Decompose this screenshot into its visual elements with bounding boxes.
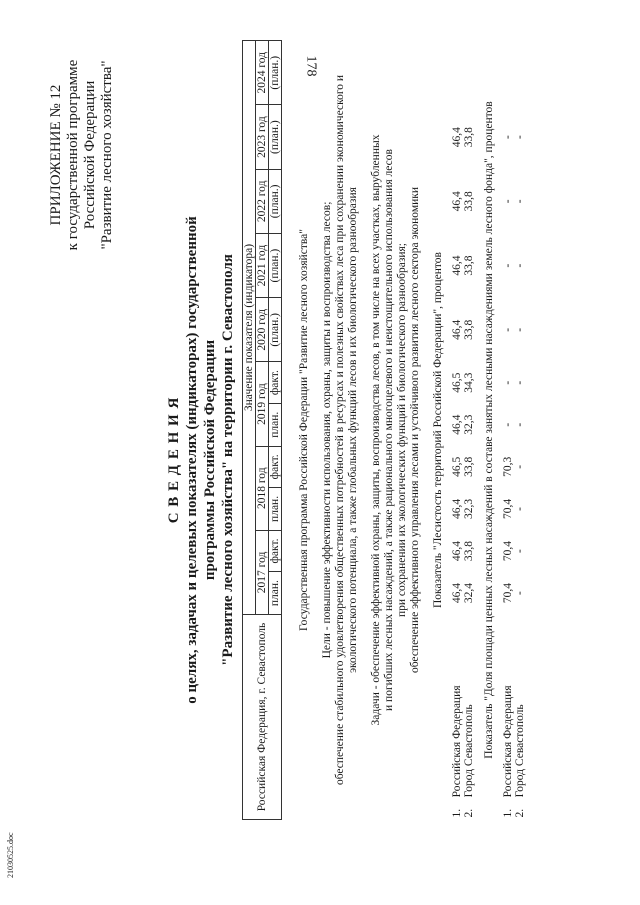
value-cell: 46,4	[451, 255, 463, 276]
year-header: 2018 год	[256, 446, 269, 530]
value-cell: -	[502, 199, 514, 204]
plan-header: план.	[269, 572, 282, 615]
plan-header: (план.)	[269, 41, 282, 106]
goal-line: экологического потенциала, а также глобальных функций лесов и их биологического разнообразия	[347, 187, 359, 673]
file-code: 21030525.doc	[6, 832, 15, 878]
value-cell: 46,4	[451, 498, 463, 519]
table-row	[514, 41, 526, 820]
value-cell: -	[514, 199, 526, 204]
value-cell: 46,4	[451, 127, 463, 148]
appendix-line: к государственной программе	[65, 59, 81, 251]
value-cell: -	[514, 422, 526, 427]
fact-header: факт.	[269, 530, 282, 571]
plan-header: (план.)	[269, 105, 282, 169]
value-cell: 33,8	[463, 191, 475, 212]
table-row	[502, 41, 514, 820]
value-cell: -	[514, 507, 526, 511]
tasks-line: обеспечение эффективного управления лесами и устойчивого развития лесного сектора экономики	[409, 187, 421, 674]
fact-header: факт.	[269, 362, 282, 403]
value-cell: 46,5	[451, 456, 463, 477]
value-cell: 70,4	[502, 583, 514, 604]
value-cell: 33,8	[463, 456, 475, 477]
value-cell: -	[502, 380, 514, 385]
value-cell: 70,4	[502, 498, 514, 519]
title-line: "Развитие лесного хозяйства" на территории г. Севастополя	[220, 254, 236, 666]
row-number: 1.	[451, 808, 463, 818]
value-cell: -	[502, 327, 514, 332]
tasks-line: при сохранении их экологических функций и биологического разнообразия;	[396, 242, 408, 618]
value-cell: 33,8	[463, 540, 475, 562]
value-cell: -	[514, 135, 526, 140]
value-cell: 70,3	[502, 456, 514, 477]
region-name: Российская Федерация	[502, 685, 514, 798]
goal-line: обеспечение стабильного удовлетворения общественных потребностей в ресурсах и полезных свойствах леса при сохранении экономического и	[334, 74, 346, 786]
value-cell: -	[514, 464, 526, 469]
page-number: 178	[303, 55, 319, 77]
value-cell: 46,4	[451, 319, 463, 340]
region-cell	[514, 615, 526, 820]
indicator-title: Показатель "Лесистость территорий Российской Федерации", процентов	[432, 252, 444, 609]
value-cell	[451, 41, 463, 106]
year-header: 2021 год	[256, 233, 269, 297]
value-cell: -	[514, 549, 526, 553]
year-header: 2023 год	[256, 105, 269, 169]
tasks-line: Задачи - обеспечение эффективной охраны, защиты, воспроизводства лесов, в том числе на всех участках, вырубленных	[370, 134, 382, 726]
year-header: 2022 год	[256, 169, 269, 233]
plan-header: план.	[269, 403, 282, 446]
indicator-title: Показатель "Доля площади ценных лесных насаждений в составе занятых лесными насаждениями земель лесного фонда", процентов	[483, 101, 495, 759]
value-cell	[514, 41, 526, 106]
region-column-header: Российская Федерация, г. Севастополь	[243, 615, 282, 820]
title-line: С В Е Д Е Н И Я	[166, 396, 182, 524]
rotated-document	[40, 20, 600, 880]
value-cell: 46,4	[451, 414, 463, 435]
region-name: Российская Федерация	[451, 685, 463, 798]
table-row	[463, 41, 475, 820]
value-cell	[463, 41, 475, 106]
value-cell: 33,8	[463, 255, 475, 276]
appendix-line: "Развитие лесного хозяйства"	[99, 60, 115, 250]
tasks-line: и погибших лесных насаждений, а также рационального многоцелевого и неистощительного использования лесов	[383, 149, 395, 711]
value-cell: 46,4	[451, 583, 463, 604]
indicators-table	[242, 40, 526, 820]
value-cell: -	[502, 422, 514, 427]
value-cell: -	[514, 591, 526, 596]
plan-header: (план.)	[269, 298, 282, 362]
goal-line: Цели - повышение эффективности использования, охраны, защиты и воспроизводства лесов;	[321, 201, 333, 659]
appendix-line: Российской Федерации	[82, 80, 98, 230]
value-cell: 70,4	[502, 540, 514, 562]
year-header: 2024 год	[256, 41, 269, 106]
value-cell: 46,4	[451, 191, 463, 212]
value-cell: 33,8	[463, 127, 475, 148]
region-cell	[451, 615, 463, 820]
year-header: 2019 год	[256, 362, 269, 446]
value-cell: 33,8	[463, 319, 475, 340]
year-header: 2020 год	[256, 298, 269, 362]
value-cell: -	[514, 327, 526, 332]
value-cell: 32,3	[463, 414, 475, 435]
year-header: 2017 год	[256, 530, 269, 614]
value-cell: -	[514, 263, 526, 268]
region-cell	[502, 615, 514, 820]
value-cell: -	[502, 135, 514, 140]
value-cell: 32,3	[463, 498, 475, 519]
title-line: о целях, задачах и целевых показателях (индикаторах) государственной программы Российской Федерации	[184, 216, 218, 704]
value-group-header: Значение показателя (индикатора)	[243, 41, 256, 615]
value-cell: 46,5	[451, 372, 463, 393]
program-name: Государственная программа Российской Федерации "Развитие лесного хозяйства"	[298, 229, 310, 631]
plan-header: план.	[269, 488, 282, 531]
table-row	[451, 41, 463, 820]
value-cell	[502, 41, 514, 106]
value-cell: 34,3	[463, 372, 475, 393]
appendix-block	[48, 30, 116, 280]
value-cell: -	[514, 380, 526, 385]
row-number: 2.	[514, 808, 526, 818]
plan-header: (план.)	[269, 169, 282, 233]
value-cell: 32,4	[463, 583, 475, 604]
appendix-line: ПРИЛОЖЕНИЕ № 12	[48, 84, 64, 226]
row-number: 1.	[502, 808, 514, 818]
value-cell: -	[502, 263, 514, 268]
fact-header: факт.	[269, 446, 282, 487]
document-title	[165, 180, 237, 740]
region-name: Город Севастополь	[463, 704, 475, 798]
region-cell	[463, 615, 475, 820]
value-cell: 46,4	[451, 540, 463, 562]
row-number: 2.	[463, 808, 475, 818]
plan-header: (план.)	[269, 233, 282, 297]
region-name: Город Севастополь	[514, 704, 526, 798]
